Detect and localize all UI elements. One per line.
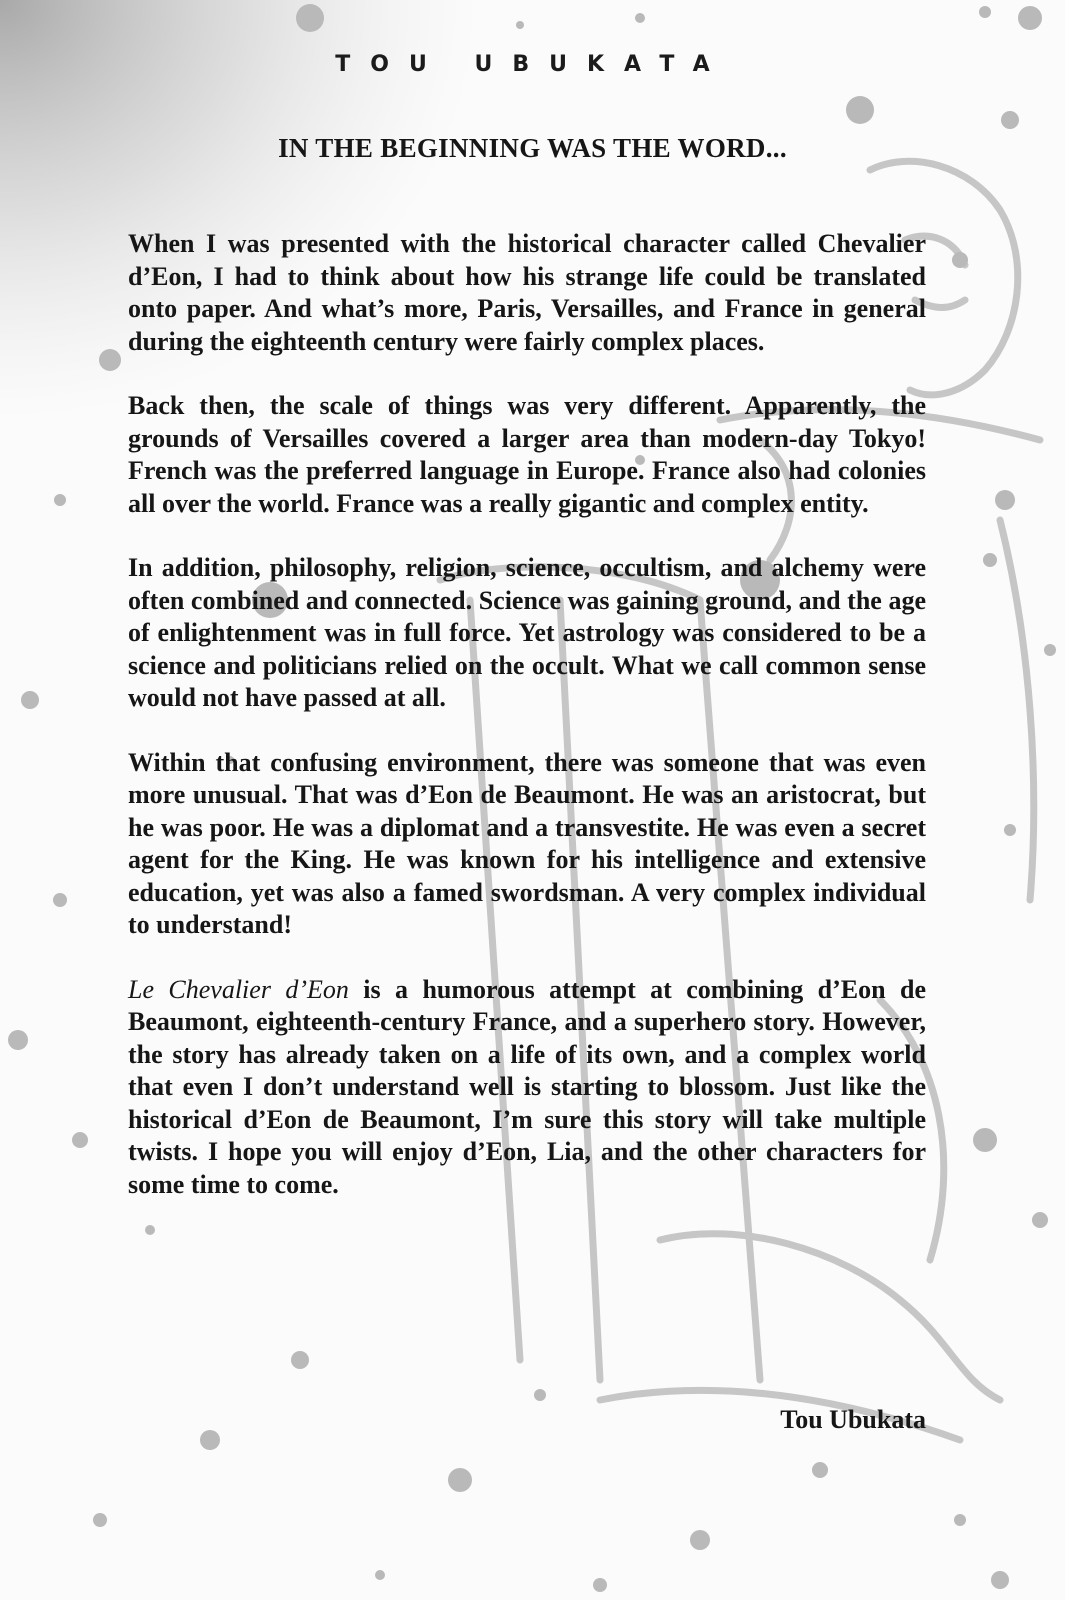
article-body	[128, 228, 926, 1201]
paragraph: When I was presented with the historical character called Chevalier d’Eon, I had to think about how his strange life could be translated onto paper. And what’s more, Paris, Versailles, and France in general during the eighteenth century were fairly complex places.	[128, 229, 926, 356]
paragraph: Back then, the scale of things was very different. Apparently, the grounds of Versailles covered a larger area than modern-day Tokyo! French was the preferred language in Europe. France also had colonies all over the world. France was a really gigantic and complex entity.	[128, 391, 926, 518]
paragraph-last	[128, 974, 926, 1202]
paragraph-last-text: is a humorous attempt at combining d’Eon de Beaumont, eighteenth-century France, and a superhero story. However, the story has already taken on a life of its own, and a complex world that even I don’t understand well is starting to blossom. Just like the historical d’Eon de Beaumont, I’m sure this story will take multiple twists. I hope you will enjoy d’Eon, Lia, and the other characters for some time to come.	[128, 974, 926, 1199]
author-header: TOU UBUKATA	[335, 52, 730, 77]
author-signature: Tou Ubukata	[780, 1405, 926, 1434]
paragraph: Within that confusing environment, there was someone that was even more unusual. That was d’Eon de Beaumont. He was an aristocrat, but he was poor. He was a diplomat and a transvestite. He was even a secret agent for the King. He was known for his intelligence and extensive education, yet was also a famed swordsman. A very complex individual to understand!	[128, 747, 926, 939]
book-title: Le Chevalier d’Eon	[128, 974, 349, 1004]
paragraph: In addition, philosophy, religion, science, occultism, and alchemy were often combined and connected. Science was gaining ground, and the age of enlightenment was in full force. Yet astrology was considered to be a science and politicians relied on the occult. What we call common sense would not have passed at all.	[128, 553, 926, 712]
page-title: IN THE BEGINNING WAS THE WORD...	[278, 133, 787, 163]
